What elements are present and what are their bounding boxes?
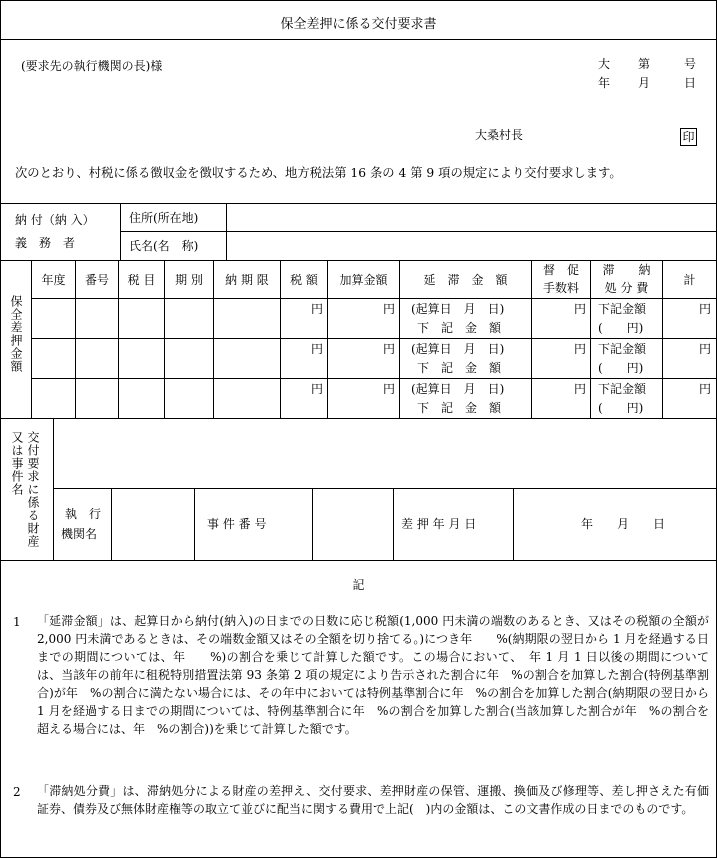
payer-label-1: 納 付（納 入） [15, 213, 95, 227]
divider [31, 378, 716, 379]
property-side-label: 交付要求に係る財産又は事件名 [10, 431, 40, 548]
seizure-date-value: 年 月 日 [581, 517, 666, 531]
header-deadline: 納 期 限 [225, 273, 269, 287]
addressee: (要求先の執行機関の長)様 [21, 59, 163, 73]
divider [393, 488, 394, 560]
divider [1, 203, 716, 204]
row2-disposal-line2: ( 円) [598, 361, 644, 375]
divider [120, 203, 121, 260]
doc-number-dai: 第 [638, 57, 651, 71]
header-reminder-2: 手数料 [542, 281, 579, 295]
row1-reminder-yen: 円 [574, 302, 587, 316]
row1-total-yen: 円 [699, 302, 712, 316]
table-side-label: 保全差押金額 [9, 295, 23, 373]
note1-text: 「延滞金額」は、起算日から納付(納入)の日までの日数に応じ税額(1,000 円未満の端数のあるとき、又はその税額の全額が 2,000 円未満であるときは、その端数金額又はその全額を切り捨てる。)につき年 %(納期限の翌日から 1 月を経過する日までの期間については、年 %)の割合を乗じて計算した額です。この場合において、 年 1 月 1 日以後の期間については、当該年の前年に租税特別措置法第 93 条第 2 項の規定により告示された割合に年 %の割合を加算した割合(特例基準割合)が年 %の割合に満たない場合には、その年中においては特例基準割合に年 %の割合を加算した割合(納期限の翌日から 1 月を経過する日までの期間については、特例基準割合に年 %の割合を加算した割合(当該加算した割合が年 %の割合を超える場合には、年 %の割合))を乗じて計算した額です。 [37, 614, 709, 736]
agency-label-1: 執 行 [65, 507, 102, 521]
doc-number-prefix: 大 [598, 57, 611, 71]
row2-delinquent-line2: 下 記 金 額 [417, 361, 502, 375]
divider [513, 488, 514, 560]
divider [31, 298, 716, 299]
row1-disposal-line1: 下記金額 [598, 302, 647, 316]
divider [53, 488, 716, 489]
row3-delinquent-line2: 下 記 金 額 [417, 401, 502, 415]
row2-total-yen: 円 [699, 342, 712, 356]
note2-number: 2 [13, 785, 21, 799]
divider [194, 488, 195, 560]
row3-additional-yen: 円 [383, 382, 396, 396]
row3-disposal-line2: ( 円) [598, 401, 644, 415]
seizure-date-label: 差 押 年 月 日 [401, 517, 477, 531]
date-year: 年 [598, 76, 611, 90]
divider [1, 260, 716, 261]
row2-tax-yen: 円 [311, 342, 324, 356]
row2-delinquent-line1: (起算日 月 日) [411, 342, 505, 356]
issuer: 大桑村長 [475, 128, 524, 142]
divider [111, 488, 112, 560]
name-label: 氏名(名 称) [129, 239, 199, 253]
divider [312, 488, 313, 560]
address-label: 住所(所在地) [129, 211, 199, 225]
divider [1, 560, 716, 561]
row3-total-yen: 円 [699, 382, 712, 396]
doc-number-gou: 号 [684, 57, 697, 71]
header-number: 番号 [84, 273, 109, 287]
row2-reminder-yen: 円 [574, 342, 587, 356]
header-additional: 加算金額 [339, 273, 388, 287]
note1-number: 1 [13, 615, 21, 629]
row3-delinquent-line1: (起算日 月 日) [411, 382, 505, 396]
divider [53, 418, 54, 560]
row3-disposal-line1: 下記金額 [598, 382, 647, 396]
row1-delinquent-line1: (起算日 月 日) [411, 302, 505, 316]
row3-tax-yen: 円 [311, 382, 324, 396]
header-disposal-1: 滞 納 [602, 263, 651, 277]
row2-additional-yen: 円 [383, 342, 396, 356]
row1-disposal-line2: ( 円) [598, 321, 644, 335]
agency-label-2: 機関名 [61, 527, 98, 541]
header-disposal-2: 処 分 費 [604, 281, 649, 295]
header-period: 期 別 [175, 273, 203, 287]
notes-heading: 記 [352, 578, 365, 592]
note2-text: 「滞納処分費」は、滞納処分による財産の差押え、交付要求、差押財産の保管、運搬、換価及び修理等、差し押さえた有価証券、債券及び無体財産権等の取立て並びに配当に関する費用で上記( )内の金額は、この文書作成の日までのものです。 [37, 784, 709, 816]
divider [226, 203, 227, 260]
row1-delinquent-line2: 下 記 金 額 [417, 321, 502, 335]
divider [1, 39, 716, 40]
row1-tax-yen: 円 [311, 302, 324, 316]
seal-stamp: 印 [680, 128, 697, 146]
row3-reminder-yen: 円 [574, 382, 587, 396]
divider [1, 418, 716, 419]
header-year: 年度 [41, 273, 66, 287]
date-month: 月 [638, 76, 651, 90]
intro-text: 次のとおり、村税に係る徴収金を徴収するため、地方税法第 16 条の 4 第 9 項の規定により交付要求します。 [15, 166, 622, 180]
row1-additional-yen: 円 [383, 302, 396, 316]
date-day: 日 [684, 76, 697, 90]
divider [31, 338, 716, 339]
divider [120, 231, 716, 232]
row2-disposal-line1: 下記金額 [598, 342, 647, 356]
header-tax: 税 額 [290, 273, 318, 287]
header-item: 税 目 [127, 273, 156, 287]
case-number-label: 事 件 番 号 [207, 517, 267, 531]
header-delinquent: 延 滞 金 額 [423, 273, 508, 287]
header-total: 計 [683, 273, 696, 287]
form-title: 保全差押に係る交付要求書 [280, 17, 437, 32]
header-reminder-1: 督 促 [542, 263, 579, 277]
payer-label-2: 義 務 者 [15, 236, 76, 250]
